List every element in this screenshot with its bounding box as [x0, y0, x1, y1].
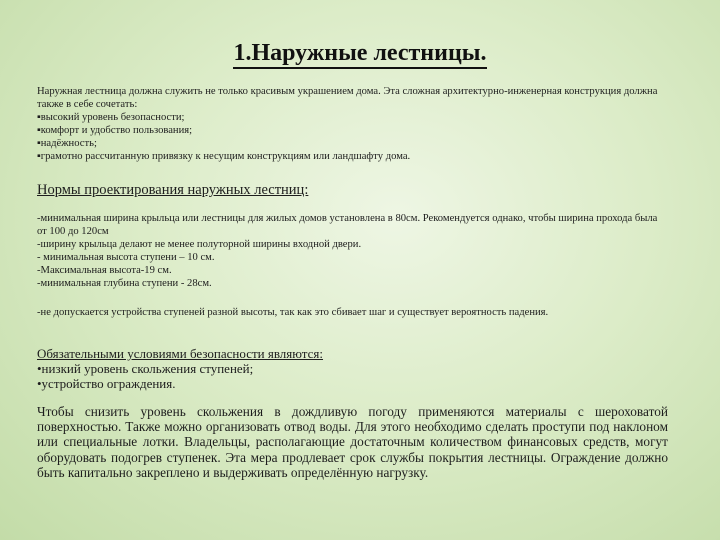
- intro-bullet: ▪ надёжность;: [37, 137, 668, 150]
- slide-title: [0, 40, 720, 67]
- intro-bullet: ▪ грамотно рассчитанную привязку к несущим конструкциям или ландшафту дома.: [37, 150, 668, 163]
- body-paragraph: Чтобы снизить уровень скольжения в дождливую погоду применяются материалы с шероховатой поверхностью. Также можно организовать отвод воды. Для этого необходимо сделать проступи под наклоном или специальные лотки. Владельцы, располагающие достаточным количеством финансовых средств, могут оборудовать подогрев ступенек. Эта мера продлевает срок службы покрытия лестницы. Ограждение должно быть капитально закреплено и выдерживать определённую нагрузку.: [37, 404, 668, 480]
- norms-item: -минимальная ширина крыльца или лестницы для жилых домов установлена в 80см. Рекомендуется однако, чтобы ширина прохода была от 100 до 120см: [37, 213, 658, 237]
- intro-bullet: ▪ комфорт и удобство пользования;: [37, 124, 668, 137]
- slide-title-text: 1.Наружные лестницы.: [233, 40, 486, 69]
- norms-note: -не допускается устройства ступеней разной высоты, так как это сбивает шаг и существует вероятность падения.: [37, 307, 549, 318]
- norms-item: -ширину крыльца делают не менее полуторной ширины входной двери.: [37, 239, 362, 250]
- safety-section: [37, 346, 323, 391]
- norms-item: -минимальная глубина ступени - 28см.: [37, 278, 212, 289]
- norms-item: -Максимальная высота-19 см.: [37, 265, 172, 276]
- safety-heading: Обязательными условиями безопасности являются:: [37, 346, 324, 361]
- intro-bullet: ▪ высокий уровень безопасности;: [37, 111, 668, 124]
- norms-list: [37, 212, 668, 290]
- norms-heading: Нормы проектирования наружных лестниц:: [37, 182, 309, 198]
- safety-item: •устройство ограждения.: [37, 376, 176, 391]
- intro-section: [37, 85, 668, 163]
- norms-item: - минимальная высота ступени – 10 см.: [37, 252, 215, 263]
- intro-text: Наружная лестница должна служить не только красивым украшением дома. Эта сложная архитектурно-инженерная конструкция должна также в себе сочетать:: [37, 86, 658, 110]
- safety-item: •низкий уровень скольжения ступеней;: [37, 361, 254, 376]
